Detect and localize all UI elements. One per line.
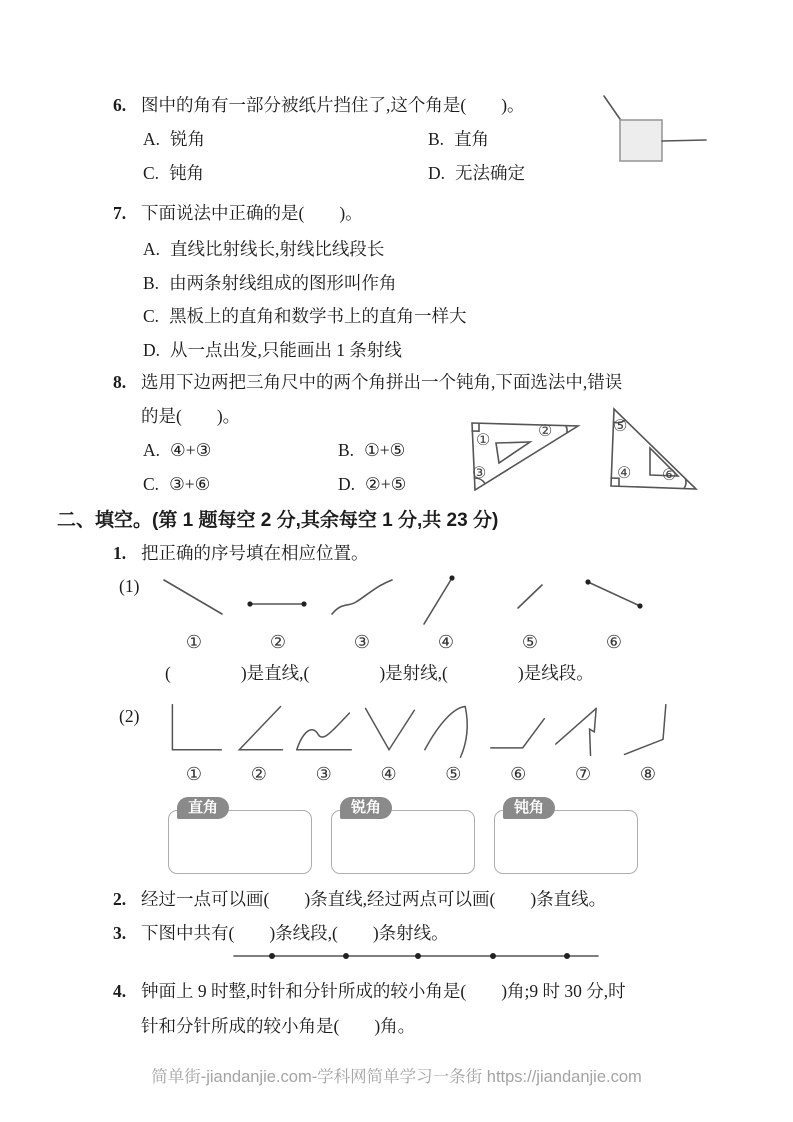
figure-number: ⑥ [510,764,527,784]
option-label: B. [428,129,445,149]
angle-label: ③ [472,465,487,482]
figure-number: ③ [353,632,371,652]
curve-figure-3 [326,570,398,628]
v-angle-figure-4 [358,700,420,760]
curved-arc-figure-5 [422,700,484,760]
question-text-line2: 针和分针所成的较小角是( )角。 [141,1016,416,1036]
option [143,437,338,464]
angle-label: ⑤ [613,418,628,435]
answer-box-tag: 钝角 [503,797,555,819]
answer-boxes [168,796,638,874]
part-1-fill-text: ( )是直线,( )是射线,( )是线段。 [165,663,594,683]
option-label: B. [338,440,355,460]
triangle-ruler-1-figure [466,413,584,495]
option-label: D. [338,474,356,494]
answer-box-tag: 锐角 [340,797,392,819]
line-figure-5 [494,570,566,628]
question-number: 7. [113,203,127,223]
question-number: 2. [113,889,127,909]
option-label: A. [143,440,161,460]
option [143,300,713,334]
question-number: 3. [113,923,127,943]
segment-figure-6 [578,570,650,628]
figure-number: ⑧ [639,764,656,784]
part-1-label: (1) [119,576,140,596]
answer-box-tag: 直角 [177,797,229,819]
option-label: C. [143,306,160,326]
figure-cell [410,570,482,653]
fill-question-2 [113,886,753,913]
figure-number: ⑤ [521,632,539,652]
figure-cell [242,570,314,653]
answer-box-right-angle [168,799,312,874]
option-text: 从一点出发,只能画出 1 条射线 [170,339,402,360]
option-label: D. [143,339,161,360]
question-number: 8. [113,372,127,392]
option-text: 直角 [454,129,490,149]
option-text: 锐角 [170,129,206,149]
angle-label: ② [538,423,553,440]
obtuse-angle-figure-6 [487,700,549,760]
footer-watermark: 简单街-jiandanjie.com-学科网简单学习一条街 https://jiandanjie.com [151,1068,642,1086]
segment-figure-2 [242,570,314,628]
bent-angle-figure-8 [617,700,679,760]
fill-question-3 [113,920,753,947]
option-text: ②+⑤ [365,474,407,494]
option-text: 钝角 [169,163,205,183]
line-figure-1 [158,570,230,628]
option-text: 直线比射线长,射线比线段长 [170,239,385,259]
option-label: C. [143,474,160,494]
angle-label: ⑥ [662,467,677,484]
figure-cell [158,570,230,653]
figure-cell [552,700,614,785]
option [143,126,428,153]
ray-figure-4 [410,570,482,628]
angle-label: ① [476,432,491,449]
figure-number: ⑦ [574,764,592,784]
line-with-points-figure [232,946,600,966]
question-text: 图中的角有一部分被纸片挡住了,这个角是( )。 [141,95,525,115]
figure-cell [487,700,549,785]
option [143,334,713,368]
option-text: ①+⑤ [364,440,406,460]
answer-box-acute-angle [331,799,475,874]
question-number: 1. [113,543,127,563]
answer-box-obtuse-angle [494,799,638,874]
paper-covered-angle-figure [596,94,711,166]
question-7-options [143,233,713,367]
question-text-line1: 钟面上 9 时整,时针和分针所成的较小角是( )角;9 时 30 分,时 [141,981,626,1001]
triangle-ruler-1 [466,413,584,495]
option-label: A. [143,239,161,259]
figure-number: ④ [380,764,397,784]
question-text-line1: 选用下边两把三角尺中的两个角拼出一个钝角,下面选法中,错误 [141,372,623,392]
question-text: 下图中共有( )条线段,( )条射线。 [141,923,449,943]
option-label: A. [143,129,161,149]
option [143,471,338,498]
option-label: B. [143,272,160,293]
figure-number: ⑥ [605,632,623,652]
option-text: ④+③ [170,440,212,460]
section-2-title: 二、填空。(第 1 题每空 2 分,其余每空 1 分,共 23 分) [57,510,499,531]
figure-cell [617,700,679,785]
option-text: ③+⑥ [169,474,211,494]
part-2-label: (2) [119,706,140,726]
triangle-ruler-2-figure [600,406,700,496]
question-text: 把正确的序号填在相应位置。 [141,543,369,563]
option-label: D. [428,163,446,183]
right-angle-figure-1 [163,700,225,760]
fill-question-1 [113,540,713,567]
figure-number: ③ [315,764,332,784]
figure-number: ② [269,632,287,652]
option [143,233,713,267]
figure-cell [326,570,398,653]
option-text: 由两条射线组成的图形叫作角 [169,272,397,293]
figure-cell [228,700,290,785]
question-6 [113,92,673,187]
question-6-options [143,126,673,187]
figure-number: ① [185,632,203,652]
figure-cell [578,570,650,653]
notched-angle-figure-7 [552,700,614,760]
option [143,267,713,301]
figure-cell [494,570,566,653]
angle-label: ④ [617,465,632,482]
option [143,160,428,187]
fill-question-4 [113,978,773,1040]
question-text: 下面说法中正确的是( )。 [141,203,363,223]
figure-number: ① [185,764,203,784]
figure-cell [293,700,355,785]
question-number: 4. [113,981,127,1001]
figure-cell [422,700,484,785]
question-text-line2: 的是( )。 [141,406,241,426]
question-number: 6. [113,95,127,115]
option-text: 无法确定 [455,163,526,183]
acute-angle-figure-2 [228,700,290,760]
part-2-figures [163,700,679,785]
option-label: C. [143,163,160,183]
figure-number: ⑤ [445,764,462,784]
question-text: 经过一点可以画( )条直线,经过两点可以画( )条直线。 [141,889,607,909]
part-1-figures [158,570,650,653]
figure-number: ④ [437,632,455,652]
figure-number: ② [250,764,267,784]
figure-cell [163,700,225,785]
option-text: 黑板上的直角和数学书上的直角一样大 [169,306,467,326]
question-7 [113,200,713,367]
figure-cell [358,700,420,785]
curved-side-figure-3 [293,700,355,760]
